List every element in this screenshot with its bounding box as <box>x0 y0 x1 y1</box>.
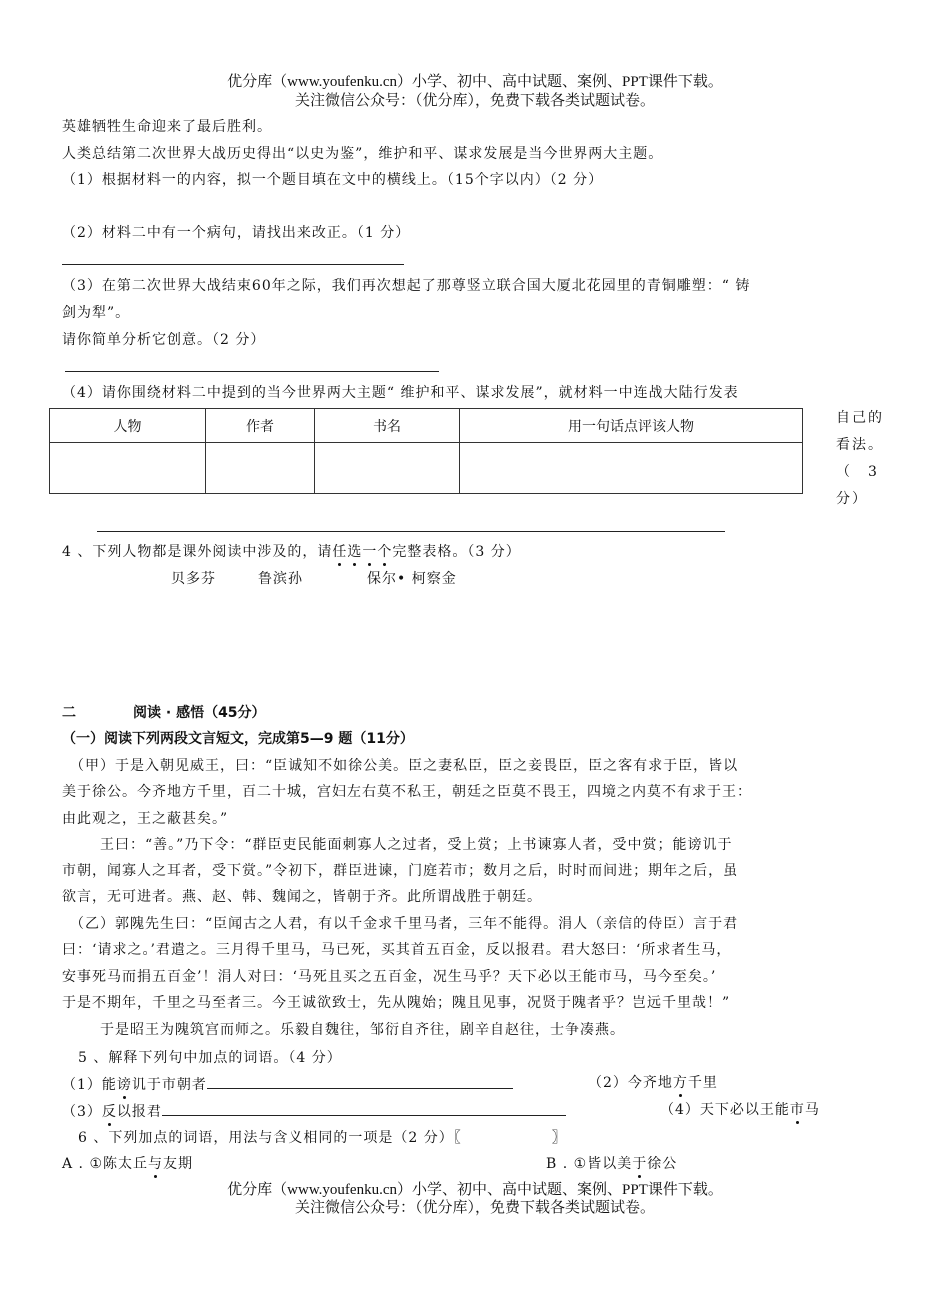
answer-line <box>62 264 404 265</box>
person-name: 贝多芬 <box>171 571 216 587</box>
answer-blank[interactable] <box>162 1101 566 1116</box>
table-cell[interactable] <box>206 443 315 494</box>
emphasis-char: 个 <box>377 544 393 560</box>
emphasis-char: 一 <box>362 544 378 560</box>
q5-4-post: 马 <box>804 1102 820 1118</box>
question-4-main <box>62 543 521 561</box>
footer-line-2: 关注微信公众号：（优分库），免费下载各类试题试卷。 <box>294 1200 655 1216</box>
question-6: 6 、下列加点的词语，用法与含义相同的一项是（2 分）〖 〗 <box>78 1130 567 1146</box>
passage-jia-line: 王曰：“善。”乃下令：“群臣吏民能面刺寡人之过者，受上赏；上书谏寡人者，受中赏；能谤讥于 <box>100 837 733 853</box>
question-3-cont: 剑为犁”。 <box>62 305 131 321</box>
text-line: 英雄牺牲生命迎来了最后胜利。 <box>62 119 272 135</box>
side-text: 看法。 <box>836 437 884 453</box>
table-header: 作者 <box>206 409 315 443</box>
header-line-2: 关注微信公众号：（优分库），免费下载各类试题试卷。 <box>294 93 655 109</box>
passage-yi-line: 安事死马而捐五百金’！涓人对曰：‘马死且买之五百金，况生马乎？天下必以王能市马，马今至矣。’ <box>62 969 717 985</box>
footer-line-1: 优分库（www.youfenku.cn）小学、初中、高中试题、案例、PPT课件下载。 <box>227 1182 723 1198</box>
table-header: 人物 <box>50 409 206 443</box>
person-name: 保尔• 柯察金 <box>367 571 457 587</box>
option-a-post: 友期 <box>163 1156 194 1172</box>
passage-yi-line: 于是不期年，千里之马至者三。今王诚欲致士，先从隗始；隗且见事，况贤于隗者乎？岂远千里哉！” <box>62 995 731 1011</box>
side-text: 自己的 <box>836 410 884 426</box>
table-header: 书名 <box>315 409 460 443</box>
answer-line <box>97 531 725 532</box>
question-5: 5 、解释下列句中加点的词语。（4 分） <box>78 1050 342 1066</box>
emphasis-char: 于 <box>632 1156 648 1172</box>
person-name: 鲁滨孙 <box>258 571 303 587</box>
answer-line <box>65 371 439 372</box>
question-2: （2）材料二中有一个病句，请找出来改正。（1 分） <box>62 225 411 241</box>
option-a-pre: A . ①陈太丘 <box>62 1156 149 1172</box>
q5-2-pre: （2）今齐地 <box>588 1075 673 1091</box>
q5-1-post: 讥于市朝者 <box>131 1077 207 1093</box>
subsection-title: （一）阅读下列两段文言短文，完成第5—9 题（11分） <box>62 731 414 747</box>
question-3: （3）在第二次世界大战结束60年之际，我们再次想起了那尊竖立联合国大厦北花园里的青铜雕塑：“ 铸 <box>62 278 751 294</box>
passage-yi-line: 于是昭王为隗筑宫而师之。乐毅自魏往，邹衍自齐往，剧辛自赵往，士争凑燕。 <box>100 1022 625 1038</box>
passage-jia-line: 由此观之，王之蔽甚矣。” <box>62 811 229 827</box>
emphasis-char: 反 <box>101 1104 117 1120</box>
q5-item-4 <box>660 1101 820 1119</box>
emphasis-char: 谤 <box>116 1077 132 1093</box>
table-cell[interactable] <box>460 443 803 494</box>
q5-item-2 <box>588 1074 718 1092</box>
answer-blank[interactable] <box>207 1074 513 1089</box>
question-3-prompt: 请你简单分析它创意。（2 分） <box>62 332 266 348</box>
table-cell[interactable] <box>50 443 206 494</box>
passage-yi-line: （乙）郭隗先生曰：“臣闻古之人君，有以千金求千里马者，三年不能得。涓人（亲信的侍臣）言于君 <box>70 916 739 932</box>
q5-item-1 <box>62 1074 513 1094</box>
option-b-pre: B . ①皆以美 <box>546 1156 633 1172</box>
table-header: 用一句话点评该人物 <box>460 409 803 443</box>
q4-post: 完整表格。（3 分） <box>392 544 521 560</box>
passage-jia-line: 欲言，无可进者。燕、赵、韩、魏闻之，皆朝于齐。此所谓战胜于朝廷。 <box>62 889 542 905</box>
emphasis-char: 方 <box>672 1075 688 1091</box>
emphasis-char: 市 <box>789 1102 805 1118</box>
table-cell[interactable] <box>315 443 460 494</box>
emphasis-char: 任 <box>332 544 348 560</box>
section-number: 二 <box>62 705 76 721</box>
q4-pre: 4 、下列人物都是课外阅读中涉及的，请 <box>62 544 333 560</box>
option-b-post: 徐公 <box>647 1156 678 1172</box>
side-text: 分） <box>836 491 868 507</box>
q5-3-post: 以报君 <box>116 1104 162 1120</box>
emphasis-char: 与 <box>148 1156 164 1172</box>
passage-jia-line: （甲）于是入朝见威王，曰：“臣诚知不如徐公美。臣之妻私臣，臣之妾畏臣，臣之客有求于臣，皆以 <box>70 758 739 774</box>
q5-1-pre: （1）能 <box>62 1077 117 1093</box>
text-line: 人类总结第二次世界大战历史得出“以史为鉴”，维护和平、谋求发展是当今世界两大主题。 <box>62 146 664 162</box>
question-1: （1）根据材料一的内容，拟一个题目填在文中的横线上。（15个字以内）（2 分） <box>62 172 604 188</box>
passage-jia-line: 美于徐公。今齐地方千里，百二十城，宫妇左右莫不私王，朝廷之臣莫不畏王，四境之内莫不有求于王： <box>62 784 752 800</box>
question-4: （4）请你围绕材料二中提到的当今世界两大主题“ 维护和平、谋求发展”，就材料一中连战大陆行发表 <box>62 385 739 401</box>
emphasis-char: 选 <box>347 544 363 560</box>
q5-4-pre: （4）天下必以王能 <box>660 1102 790 1118</box>
option-b[interactable] <box>546 1155 677 1173</box>
option-a[interactable] <box>62 1155 193 1173</box>
header-line-1: 优分库（www.youfenku.cn）小学、初中、高中试题、案例、PPT课件下载。 <box>227 74 723 90</box>
reading-table <box>49 408 803 494</box>
passage-yi-line: 曰：‘请求之。’君遣之。三月得千里马，马已死，买其首五百金，反以报君。君大怒曰：‘所求者生马， <box>62 942 732 958</box>
section-title: 阅读 · 感悟（45分） <box>133 705 266 721</box>
q5-2-post: 千里 <box>687 1075 718 1091</box>
side-text: （ 3 <box>836 464 879 480</box>
passage-jia-line: 市朝，闻寡人之耳者，受下赏。”令初下，群臣进谏，门庭若市；数月之后，时时而间进；期年之后，虽 <box>62 863 739 879</box>
q5-3-pre: （3） <box>62 1104 102 1120</box>
q5-item-3 <box>62 1101 566 1121</box>
